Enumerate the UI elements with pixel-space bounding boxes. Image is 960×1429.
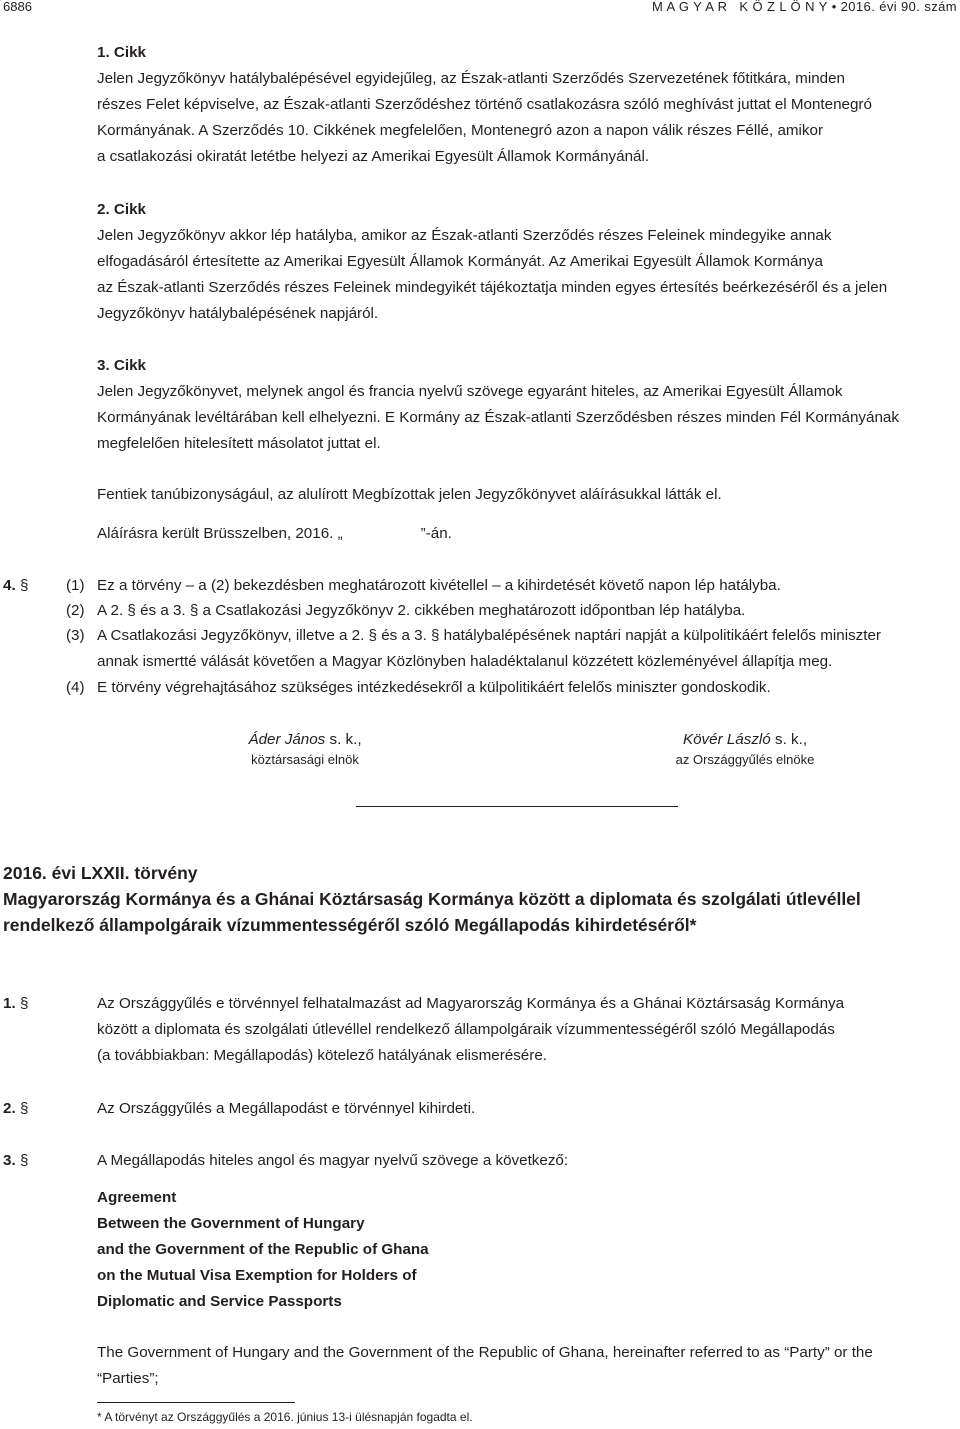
- section-text: Az Országgyűlés a Megállapodást e törvénnyel kihirdeti.: [97, 1100, 476, 1117]
- signatory-suffix: s. k.,: [770, 731, 808, 748]
- cikk-2-line: elfogadásáról értesítette az Amerikai Egyesült Államok Kormányát. Az Amerikai Egyesült Államok Kormánya: [97, 253, 823, 270]
- cikk-3-line: Jelen Jegyzőkönyvet, melynek angol és francia nyelvű szövege egyaránt hiteles, az Amerikai Egyesült Államok: [97, 383, 843, 400]
- law-title: rendelkező állampolgáraik vízummentességéről szóló Megállapodás kihirdetéséről*: [3, 915, 697, 935]
- cikk-2-line: Jegyzőkönyv hatálybalépésének napjáról.: [97, 305, 379, 322]
- subsection-text: A Csatlakozási Jegyzőkönyv, illetve a 2. § és a 3. § hatálybalépésének naptári napját a külpolitikáért felelős miniszter: [97, 627, 881, 644]
- agreement-title: Between the Government of Hungary: [97, 1215, 365, 1232]
- section-text: között a diplomata és szolgálati útlevéllel rendelkező állampolgáraik vízummentességéről szóló Megállapodás: [97, 1021, 835, 1038]
- cikk-1-line: Jelen Jegyzőkönyv hatálybalépésével egyidejűleg, az Észak-atlanti Szerződés Szervezetének főtitkára, minden: [97, 70, 845, 87]
- subsection-text: A 2. § és a 3. § a Csatlakozási Jegyzőkönyv 2. cikkében meghatározott időpontban lép hatályba.: [97, 602, 746, 619]
- cikk-3-line: Kormányának levéltárában kell elhelyezni. E Kormány az Észak-atlanti Szerződésben részes minden Fél Kormányának: [97, 409, 899, 426]
- section-sign: §: [20, 1152, 29, 1169]
- signature-left-role: köztársasági elnök: [251, 752, 359, 767]
- law-title: Magyarország Kormánya és a Ghánai Köztársaság Kormánya között a diplomata és szolgálati útlevéllel: [3, 889, 861, 909]
- subsection-number: (1): [66, 577, 85, 594]
- section-number: 3.: [3, 1152, 16, 1169]
- section-4-number: 4.: [3, 577, 16, 594]
- signature-left-name: [160, 727, 450, 753]
- page-number: 6886: [3, 0, 32, 14]
- section-text: A Megállapodás hiteles angol és magyar nyelvű szövege a következő:: [97, 1152, 569, 1169]
- law-number: 2016. évi LXXII. törvény: [3, 863, 198, 883]
- bullet-separator: •: [831, 0, 837, 14]
- subsection-number: (2): [66, 602, 85, 619]
- signed-place: [97, 521, 452, 547]
- section-sign: §: [20, 1100, 29, 1117]
- agreement-title: on the Mutual Visa Exemption for Holders of: [97, 1267, 417, 1284]
- cikk-2-heading: 2. Cikk: [97, 201, 146, 218]
- agreement-title: Agreement: [97, 1189, 177, 1206]
- signatory-name: Áder János: [248, 731, 326, 748]
- signature-right-role: az Országgyűlés elnöke: [675, 752, 815, 767]
- section-sign: §: [20, 995, 29, 1012]
- footnote: * A törvényt az Országgyűlés a 2016. június 13-i ülésnapján fogadta el.: [97, 1410, 473, 1424]
- cikk-3-line: megfelelően hitelesített másolatot juttat el.: [97, 435, 381, 452]
- cikk-1-heading: 1. Cikk: [97, 44, 146, 61]
- publication-name: M A G Y A R K Ö Z L Ö N Y: [651, 0, 828, 14]
- cikk-1-line: a csatlakozási okiratát letétbe helyezi az Amerikai Egyesült Államok Kormányánál.: [97, 148, 650, 165]
- signatory-name: Kövér László: [682, 731, 771, 748]
- subsection-text: Ez a törvény – a (2) bekezdésben meghatározott kivétellel – a kihirdetését követő napon lép hatályba.: [97, 577, 781, 594]
- signature-right-name: [600, 727, 890, 753]
- cikk-1-line: részes Felet képviselve, az Észak-atlanti Szerződéshez történő csatlakozásra szóló meghívást juttat el Montenegró: [97, 96, 872, 113]
- section-4-sign: §: [20, 577, 29, 594]
- section-text: Az Országgyűlés e törvénnyel felhatalmazást ad Magyarország Kormánya és a Ghánai Köztársaság Kormánya: [97, 995, 845, 1012]
- agreement-title: Diplomatic and Service Passports: [97, 1293, 342, 1310]
- witness-clause: Fentiek tanúbizonyságául, az alulírott Megbízottak jelen Jegyzőkönyvet aláírásukkal látták el.: [97, 486, 722, 503]
- signed-place-text: Aláírásra került Brüsszelben, 2016. „: [97, 525, 343, 542]
- cikk-1-line: Kormányának. A Szerződés 10. Cikkének megfelelően, Montenegró azon a napon válik részes Féllé, amikor: [97, 122, 824, 139]
- cikk-2-line: az Észak-atlanti Szerződés részes Feleinek mindegyikét tájékoztatja minden egyes értesítés beérkezéséről és a jelen: [97, 279, 888, 296]
- cikk-2-line: Jelen Jegyzőkönyv akkor lép hatályba, amikor az Észak-atlanti Szerződés részes Feleinek mindegyike annak: [97, 227, 832, 244]
- signatory-suffix: s. k.,: [325, 731, 362, 748]
- agreement-title: and the Government of the Republic of Ghana: [97, 1241, 429, 1258]
- subsection-number: (3): [66, 627, 85, 644]
- issue-label: 2016. évi 90. szám: [840, 0, 957, 14]
- footnote-divider: [97, 1402, 295, 1403]
- subsection-text: E törvény végrehajtásához szükséges intézkedésekről a külpolitikáért felelős miniszter gondoskodik.: [97, 679, 771, 696]
- section-number: 2.: [3, 1100, 16, 1117]
- signed-place-suffix: ”-án.: [420, 525, 452, 542]
- agreement-preamble: “Parties”;: [97, 1370, 159, 1387]
- subsection-number: (4): [66, 679, 85, 696]
- subsection-text: annak ismertté válását követően a Magyar Közlönyben haladéktalanul közzétett közleményével állapítja meg.: [97, 653, 833, 670]
- cikk-3-heading: 3. Cikk: [97, 357, 146, 374]
- masthead: [652, 0, 957, 14]
- section-divider: [356, 806, 678, 807]
- section-number: 1.: [3, 995, 16, 1012]
- section-text: (a továbbiakban: Megállapodás) kötelező hatályának elismerésére.: [97, 1047, 547, 1064]
- agreement-preamble: The Government of Hungary and the Government of the Republic of Ghana, hereinafter referred to as “Party” or the: [97, 1344, 873, 1361]
- page-header: [0, 0, 960, 20]
